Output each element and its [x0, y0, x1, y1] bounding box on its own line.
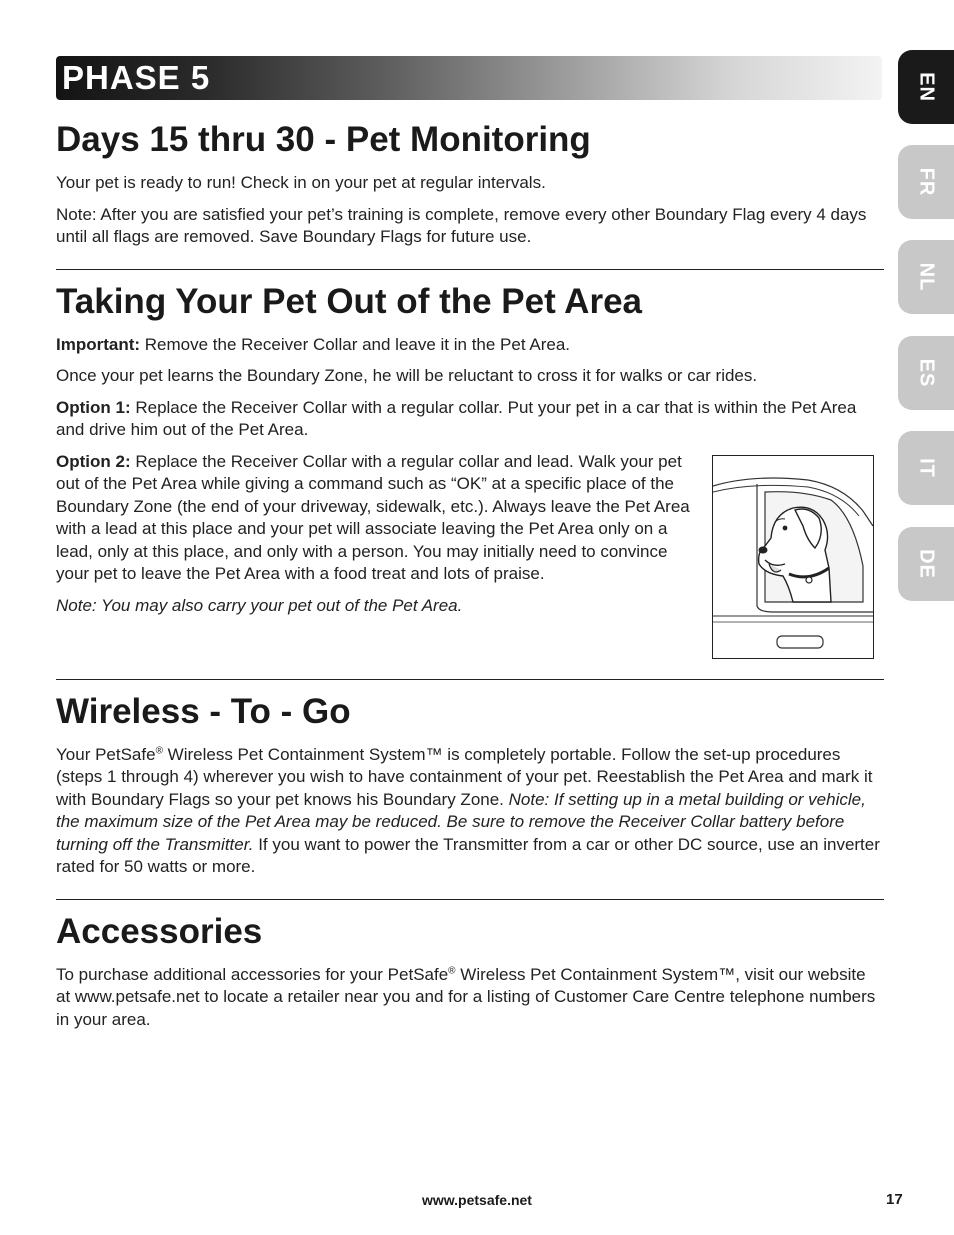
dog-in-car-illustration [712, 455, 874, 659]
tab-label-es: ES [915, 358, 938, 388]
important-label: Important: [56, 334, 141, 354]
tab-de[interactable] [898, 527, 954, 601]
accessories-text-a: To purchase additional accessories for your PetSafe [56, 964, 449, 984]
section-divider [56, 899, 884, 900]
section-accessories [56, 910, 884, 1032]
registered-mark: ® [155, 744, 163, 756]
reluctance-paragraph: Once your pet learns the Boundary Zone, he will be reluctant to cross it for walks or car rides. [56, 366, 758, 385]
tab-it[interactable] [898, 431, 954, 505]
important-text: Remove the Receiver Collar and leave it in the Pet Area. [140, 334, 570, 354]
tab-es[interactable] [898, 336, 954, 410]
phase-title: PHASE 5 [62, 59, 211, 96]
monitoring-heading: Days 15 thru 30 - Pet Monitoring [56, 120, 591, 159]
accessories-heading: Accessories [56, 911, 263, 951]
tab-nl[interactable] [898, 240, 954, 314]
tab-label-nl: NL [915, 262, 938, 292]
taking-out-heading: Taking Your Pet Out of the Pet Area [56, 281, 643, 321]
section-wireless [56, 690, 884, 879]
option1-paragraph [56, 397, 884, 442]
tab-label-fr: FR [915, 167, 938, 197]
tab-label-it: IT [915, 458, 938, 478]
option2-text: Replace the Receiver Collar with a regular collar and lead. Walk your pet out of the Pet Area while giving a command such as “OK” at a specific place of the Boundary Zone (the end of your driveway, sidewalk, etc.). Always leave the Pet Area with a lead at this place and your pet will associate leaving the Pet Area only on a lead, only at this place, and only with a person. You may initially need to convince your pet to leave the Pet Area with a food treat and lots of praise. [56, 451, 690, 583]
phase-banner [56, 56, 882, 100]
wireless-paragraph [56, 744, 884, 879]
wireless-text-b: Wireless Pet Containment System™ is completely portable. Follow the set-up procedures (steps 1 through 4) wherever you wish to have containment of your pet. Reestablish the Pet Area and mark it with Boundary Flags so your pet knows his Boundary Zone. [56, 744, 873, 809]
wireless-text-c: If you want to power the Transmitter from a car or other DC source, use an inverter rated for 50 watts or more. [56, 834, 880, 876]
section-monitoring [56, 118, 884, 249]
registered-mark: ® [448, 964, 456, 976]
page-content [56, 118, 884, 1040]
carry-note: Note: You may also carry your pet out of the Pet Area. [56, 595, 463, 615]
wireless-heading: Wireless - To - Go [56, 691, 351, 731]
page-number: 17 [886, 1191, 903, 1208]
option1-text: Replace the Receiver Collar with a regular collar. Put your pet in a car that is within the Pet Area and drive him out of the Pet Area. [56, 397, 857, 439]
wireless-italic-note: Note: If setting up in a metal building or vehicle, the maximum size of the Pet Area may be reduced. Be sure to remove the Receiver Collar battery before turning off the Transmitter. [56, 789, 866, 854]
tab-label-en: EN [915, 72, 938, 102]
tab-label-de: DE [915, 549, 938, 579]
tab-en[interactable] [898, 50, 954, 124]
monitoring-intro: Your pet is ready to run! Check in on your pet at regular intervals. [56, 173, 546, 192]
important-paragraph [56, 334, 884, 357]
tab-fr[interactable] [898, 145, 954, 219]
option1-label: Option 1: [56, 397, 131, 417]
section-divider [56, 679, 884, 680]
monitoring-note: Note: After you are satisfied your pet’s training is complete, remove every other Boundary Flag every 4 days until all flags are removed. Save Boundary Flags for future use. [56, 204, 867, 246]
option2-label: Option 2: [56, 451, 131, 471]
footer-url: www.petsafe.net [422, 1192, 532, 1208]
accessories-text-b: Wireless Pet Containment System™, visit our website at www.petsafe.net to locate a retailer near you and for a listing of Customer Care Centre telephone numbers in your area. [56, 964, 876, 1029]
accessories-paragraph [56, 964, 884, 1032]
wireless-text-a: Your PetSafe [56, 744, 156, 764]
section-taking-out [56, 280, 884, 663]
section-divider [56, 269, 884, 270]
